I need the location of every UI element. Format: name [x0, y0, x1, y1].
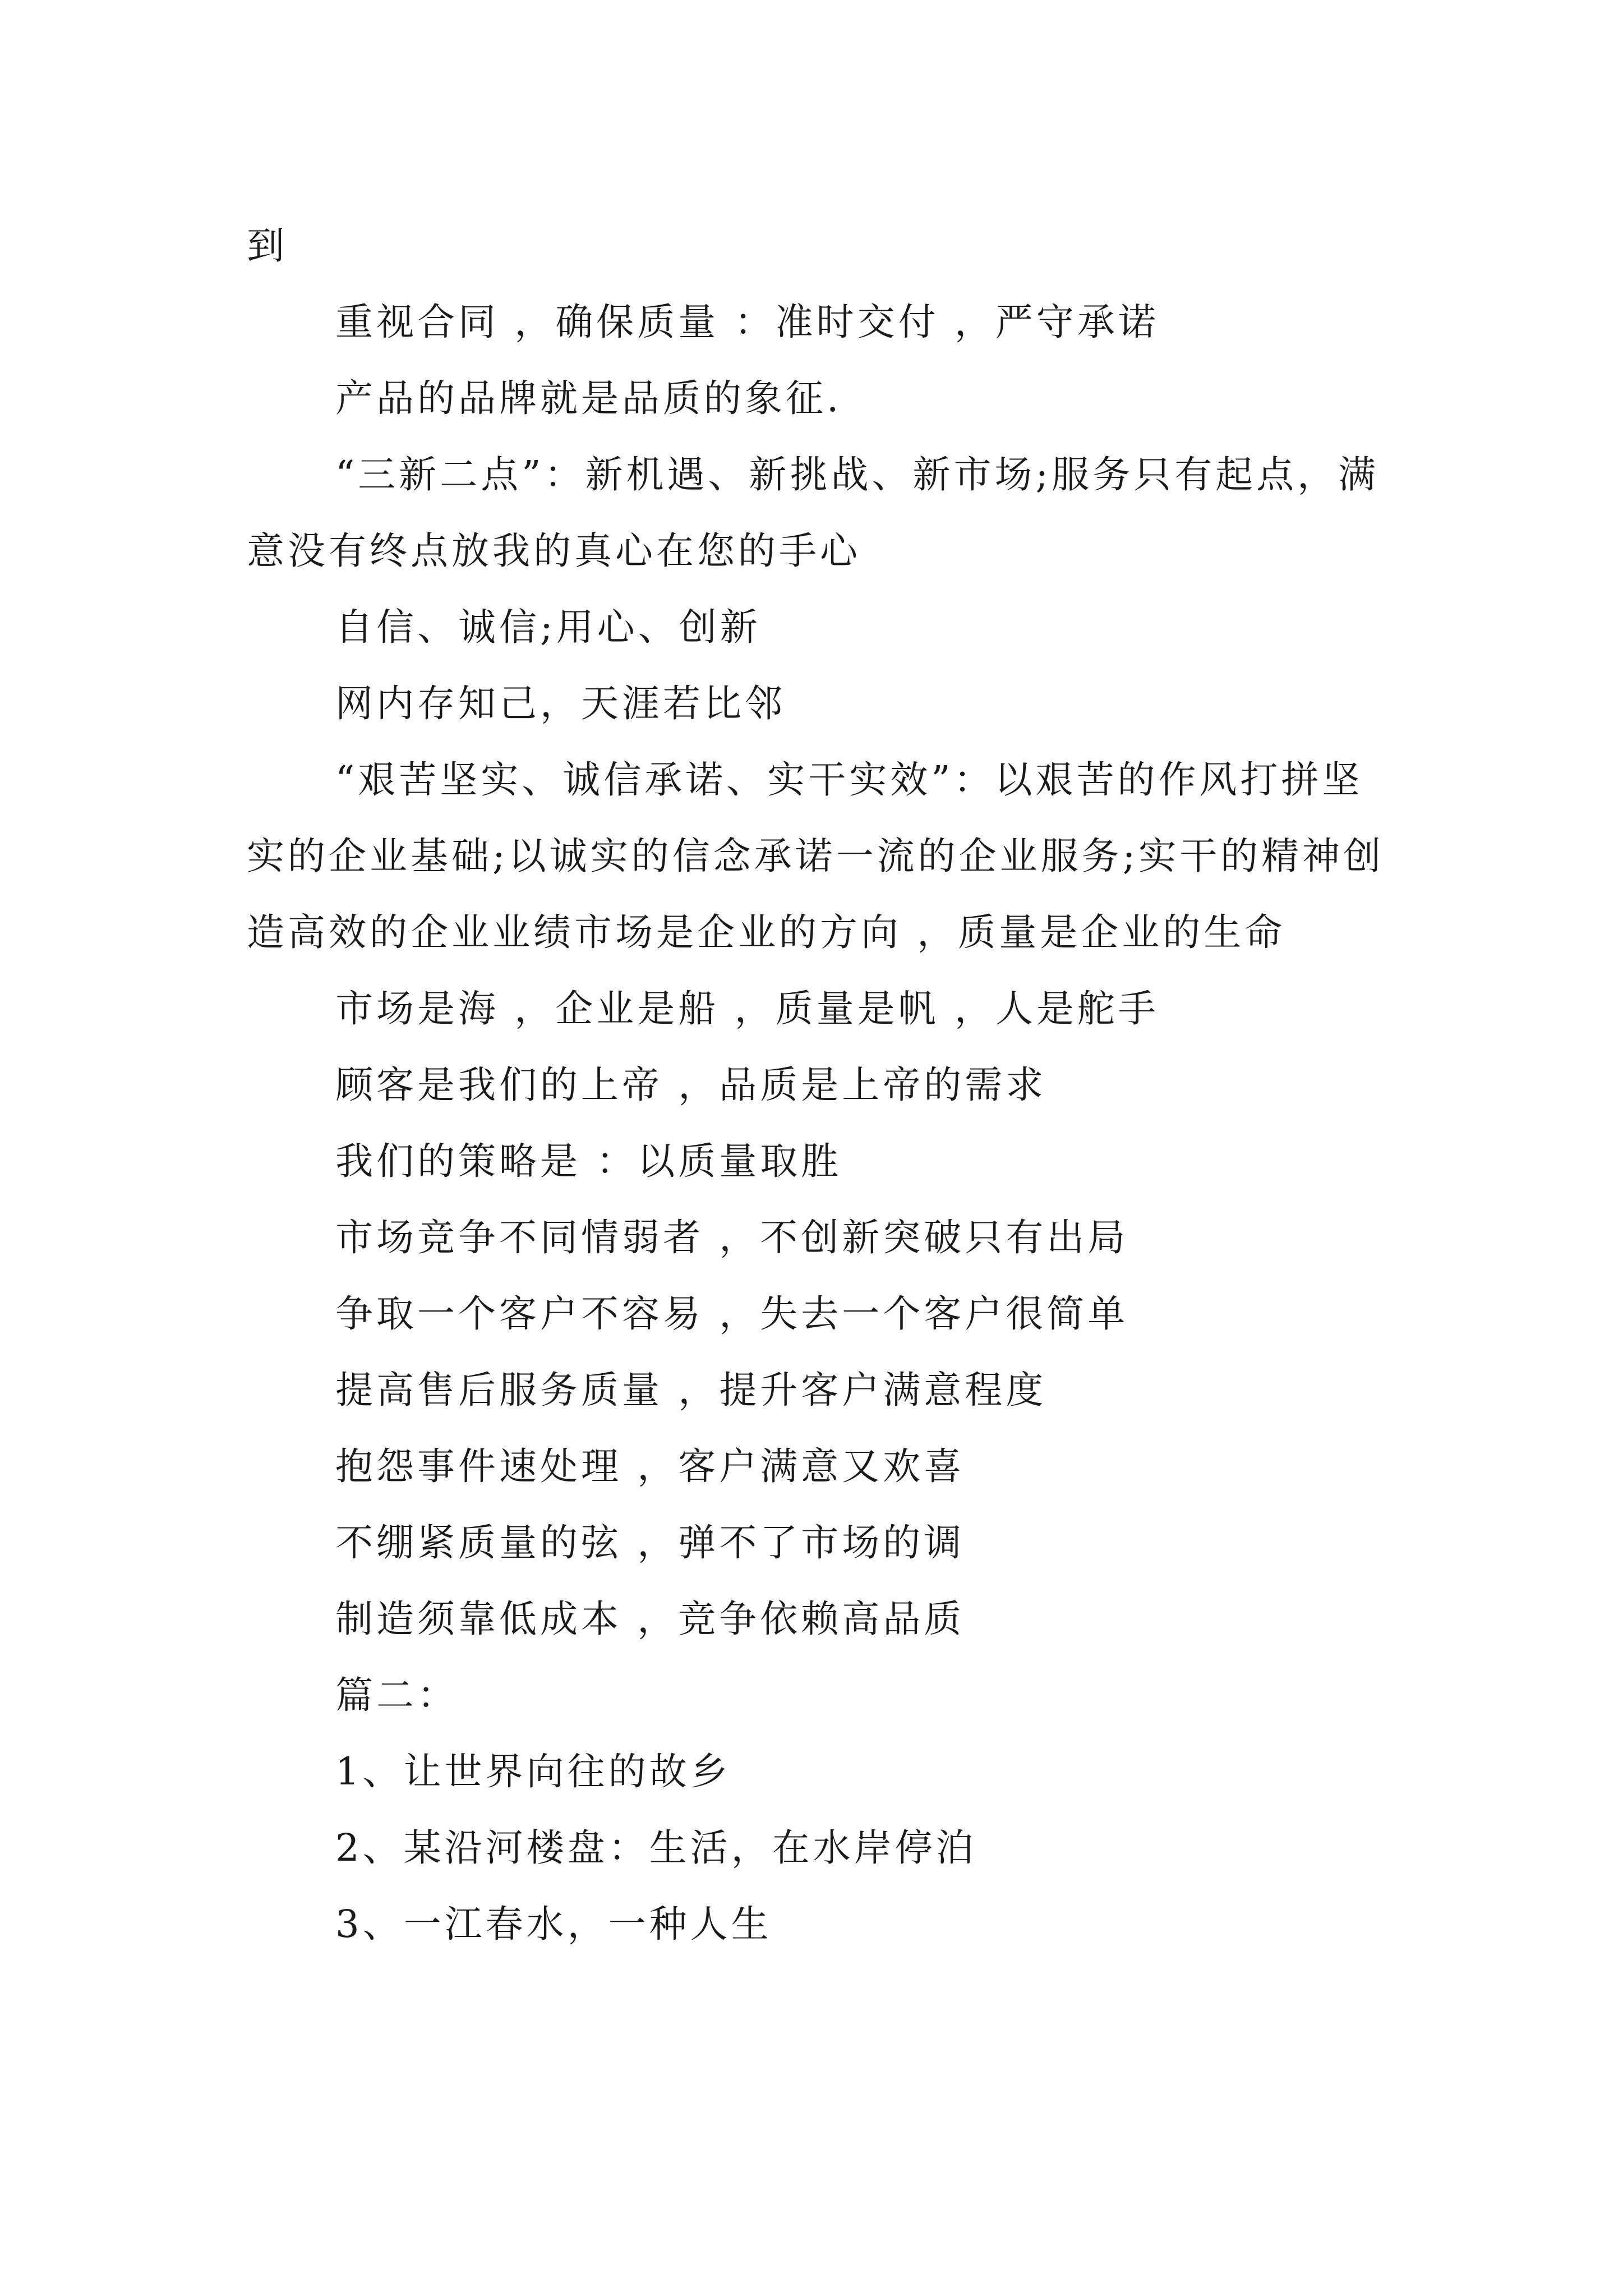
- paragraph: 我们的策略是 ：以质量取胜: [335, 1139, 842, 1183]
- paragraph: 市场是海 ，企业是船 ，质量是帆 ，人是舵手: [335, 987, 1159, 1030]
- paragraph: 网内存知己，天涯若比邻: [335, 682, 786, 725]
- paragraph: 重视合同 ，确保质量 ：准时交付 ，严守承诺: [335, 300, 1159, 344]
- paragraph: 产品的品牌就是品质的象征.: [335, 376, 842, 420]
- list-item: 1、让世界向往的故乡: [335, 1750, 731, 1793]
- paragraph: 自信、诚信;用心、创新: [335, 605, 761, 649]
- paragraph: 提高售后服务质量 ，提升客户满意程度: [335, 1368, 1047, 1412]
- paragraph: “艰苦坚实、诚信承诺、实干实效”：以艰苦的作风打拼坚实的企业基础;以诚实的信念承诺一流的企业服务;实干的精神创造高效的企业业绩市场是企业的方向 ，质量是企业的生命: [247, 758, 1385, 954]
- paragraph: 争取一个客户不容易 ，失去一个客户很简单: [335, 1292, 1129, 1336]
- paragraph: “三新二点”：新机遇、新挑战、新市场;服务只有起点，满意没有终点放我的真心在您的手心: [247, 453, 1380, 573]
- section-heading: 篇二：: [335, 1673, 458, 1717]
- list-item: 3、一江春水，一种人生: [335, 1902, 772, 1946]
- list-item: 2、某沿河楼盘：生活，在水岸停泊: [335, 1826, 977, 1870]
- document-body: [247, 208, 1391, 1962]
- paragraph: 到: [247, 224, 288, 268]
- paragraph: 抱怨事件速处理 ，客户满意又欢喜: [335, 1444, 965, 1488]
- paragraph: 市场竞争不同情弱者 ，不创新突破只有出局: [335, 1216, 1129, 1259]
- paragraph: 不绷紧质量的弦 ，弹不了市场的调: [335, 1521, 965, 1565]
- paragraph: 顾客是我们的上帝 ，品质是上帝的需求: [335, 1063, 1047, 1107]
- paragraph: 制造须靠低成本 ，竞争依赖高品质: [335, 1597, 965, 1641]
